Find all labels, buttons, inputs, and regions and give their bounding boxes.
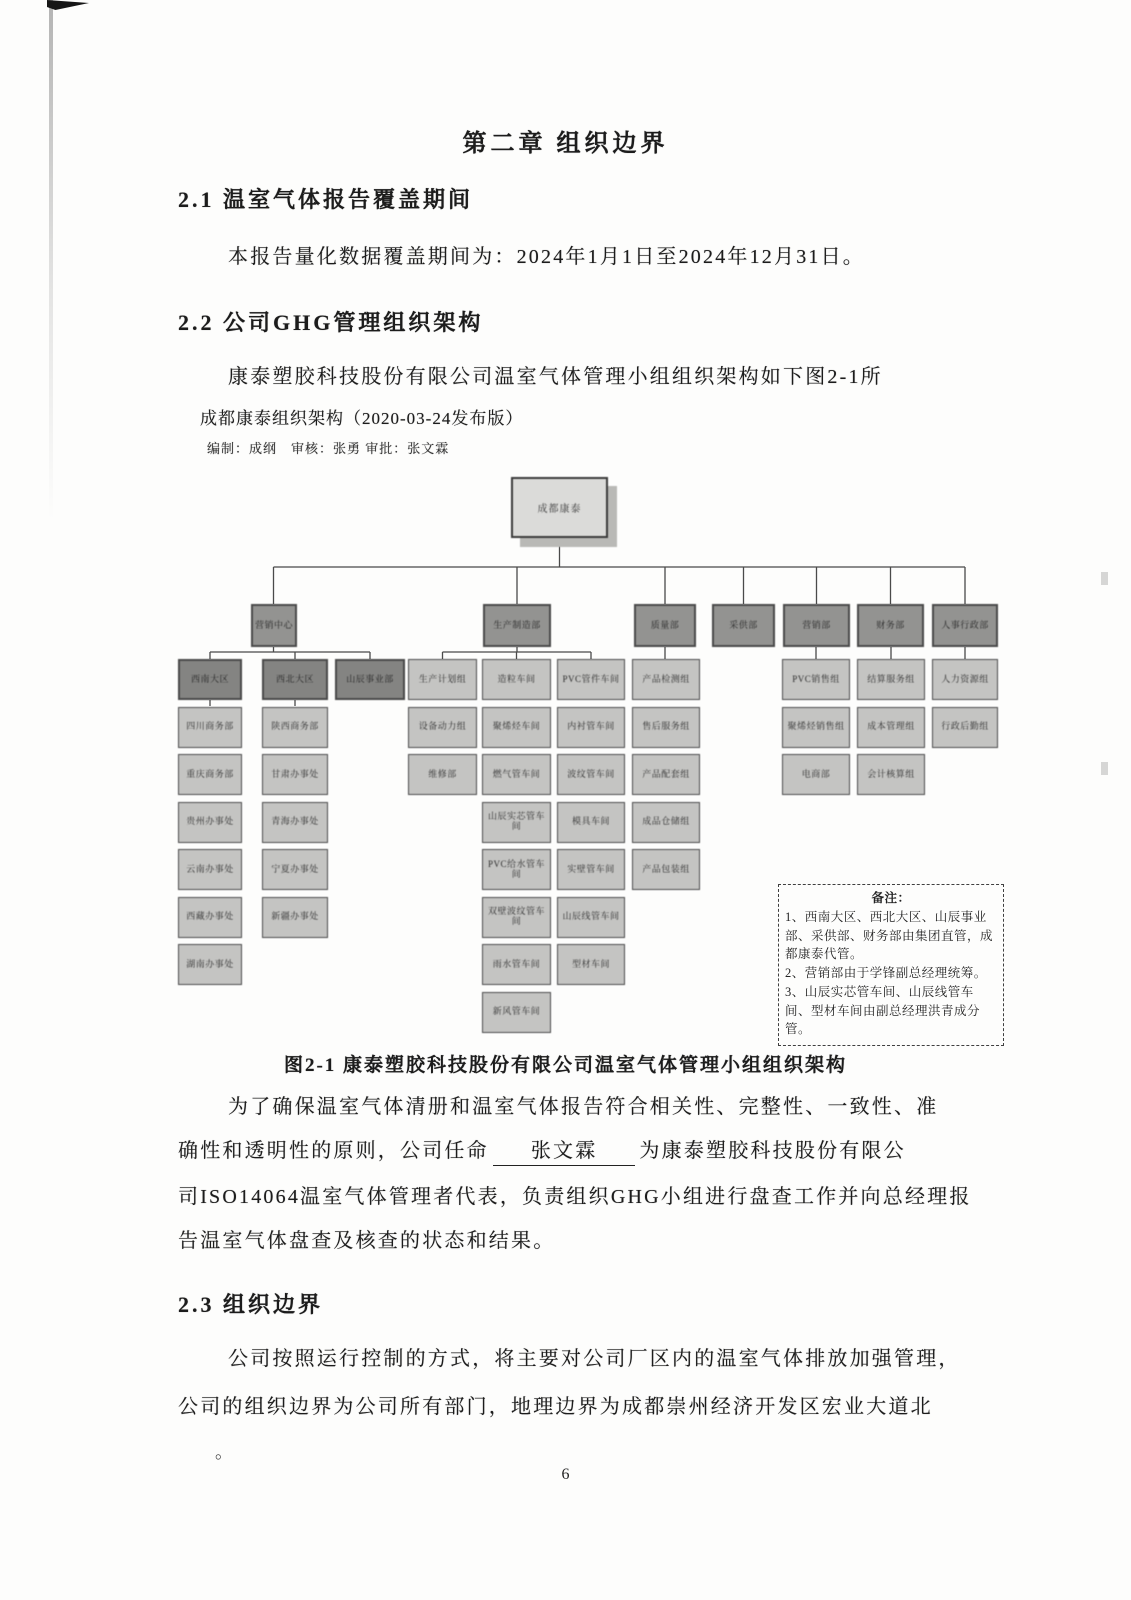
org-node: 生产计划组 xyxy=(408,659,477,700)
org-node: 营销部 xyxy=(783,604,850,647)
stray-punctuation: 。 xyxy=(215,1442,233,1462)
org-node: 财务部 xyxy=(857,604,924,647)
para-line: 司ISO14064温室气体管理者代表，负责组织GHG小组进行盘查工作并向总经理报 xyxy=(178,1186,972,1208)
org-node: 产品配套组 xyxy=(632,754,700,795)
org-node: 实壁管车间 xyxy=(557,849,625,890)
org-node: 电商部 xyxy=(782,754,850,795)
org-node: 宁夏办事处 xyxy=(262,849,328,890)
section-2-2-heading: 2.2 公司GHG管理组织架构 xyxy=(178,310,484,335)
section-2-3-heading: 2.3 组织边界 xyxy=(178,1292,324,1317)
org-node: 造粒车间 xyxy=(482,659,551,700)
org-node: 模具车间 xyxy=(557,802,625,843)
para-segment: 为康泰塑胶科技股份有限公 xyxy=(639,1140,906,1162)
org-node: 雨水管车间 xyxy=(482,944,551,985)
org-node: 陕西商务部 xyxy=(262,707,328,748)
org-node: 新疆办事处 xyxy=(262,897,328,938)
org-node: 云南办事处 xyxy=(178,849,242,890)
org-node: 双壁波纹管车间 xyxy=(482,897,551,938)
org-node: 聚烯烃车间 xyxy=(482,707,551,748)
org-node: PVC管件车间 xyxy=(557,659,625,700)
note-title: 备注： xyxy=(871,891,911,905)
org-node: 会计核算组 xyxy=(857,754,925,795)
org-node: 重庆商务部 xyxy=(178,754,242,795)
figure-caption: 图2-1 康泰塑胶科技股份有限公司温室气体管理小组组织架构 xyxy=(283,1055,848,1076)
org-chart-byline: 编制：成纲 审核：张勇 审批：张文霖 xyxy=(207,441,450,456)
para-line: 告温室气体盘查及核查的状态和结果。 xyxy=(178,1230,556,1252)
para-line: 公司按照运行控制的方式，将主要对公司厂区内的温室气体排放加强管理， xyxy=(228,1348,961,1370)
org-node: 产品检测组 xyxy=(632,659,700,700)
org-node: PVC销售组 xyxy=(782,659,850,700)
page-number: 6 xyxy=(561,1466,570,1483)
org-node: 山辰线管车间 xyxy=(557,897,625,938)
org-node: 甘肃办事处 xyxy=(262,754,328,795)
org-node: 西南大区 xyxy=(178,659,242,700)
org-node: 四川商务部 xyxy=(178,707,242,748)
org-node: 人事行政部 xyxy=(932,604,998,647)
para-line: 公司的组织边界为公司所有部门，地理边界为成都崇州经济开发区宏业大道北 xyxy=(178,1396,933,1418)
chapter-title: 第二章 组织边界 xyxy=(462,131,669,157)
org-node: 产品包装组 xyxy=(632,849,700,890)
org-chart-title: 成都康泰组织架构（2020-03-24发布版） xyxy=(200,409,524,428)
scan-edge-mark xyxy=(1101,572,1108,585)
org-node: 湖南办事处 xyxy=(178,944,242,985)
org-node: 波纹管车间 xyxy=(557,754,625,795)
org-node: 维修部 xyxy=(408,754,477,795)
appointee-name: 张文霖 xyxy=(493,1134,636,1166)
org-node: 西北大区 xyxy=(262,659,328,700)
note-item: 2、营销部由于学锋副总经理统筹。 xyxy=(785,966,987,980)
binding-shadow-line xyxy=(49,0,53,520)
org-node: 采供部 xyxy=(712,604,775,647)
org-node: 燃气管车间 xyxy=(482,754,551,795)
org-node: 售后服务组 xyxy=(632,707,700,748)
section-2-1-heading: 2.1 温室气体报告覆盖期间 xyxy=(178,187,474,212)
org-node: 贵州办事处 xyxy=(178,802,242,843)
org-node: 生产制造部 xyxy=(483,604,551,647)
org-node: 青海办事处 xyxy=(262,802,328,843)
section-2-2-intro: 康泰塑胶科技股份有限公司温室气体管理小组组织架构如下图2-1所 xyxy=(228,366,883,388)
scan-edge-mark xyxy=(1101,762,1108,775)
org-node: 山辰事业部 xyxy=(335,659,405,700)
org-node: 山辰实芯管车间 xyxy=(482,802,551,843)
para-segment: 确性和透明性的原则，公司任命 xyxy=(178,1140,489,1162)
org-node: 设备动力组 xyxy=(408,707,477,748)
note-item: 1、西南大区、西北大区、山辰事业部、采供部、财务部由集团直管，成都康泰代管。 xyxy=(785,909,994,962)
org-node: 聚烯烃销售组 xyxy=(782,707,850,748)
note-item: 3、山辰实芯管车间、山辰线管车间、型材车间由副总经理洪青成分管。 xyxy=(785,984,981,1037)
para-line: 为了确保温室气体清册和温室气体报告符合相关性、完整性、一致性、准 xyxy=(228,1096,939,1118)
org-node: 成品仓储组 xyxy=(632,802,700,843)
org-node: 成本管理组 xyxy=(857,707,925,748)
org-node: 营销中心 xyxy=(251,604,297,647)
org-node: 行政后勤组 xyxy=(932,707,998,748)
org-node: 人力资源组 xyxy=(932,659,998,700)
org-root-node: 成都康泰 xyxy=(511,477,608,538)
section-2-1-body: 本报告量化数据覆盖期间为：2024年1月1日至2024年12月31日。 xyxy=(228,246,865,268)
para-line xyxy=(178,1134,906,1166)
org-node: PVC给水管车间 xyxy=(482,849,551,890)
org-node: 新风管车间 xyxy=(482,992,551,1033)
org-node: 结算服务组 xyxy=(857,659,925,700)
scan-corner-mark xyxy=(47,0,89,10)
org-node: 型材车间 xyxy=(557,944,625,985)
org-node: 西藏办事处 xyxy=(178,897,242,938)
org-node: 内衬管车间 xyxy=(557,707,625,748)
org-chart-note xyxy=(778,884,1004,1046)
org-node: 质量部 xyxy=(634,604,696,647)
